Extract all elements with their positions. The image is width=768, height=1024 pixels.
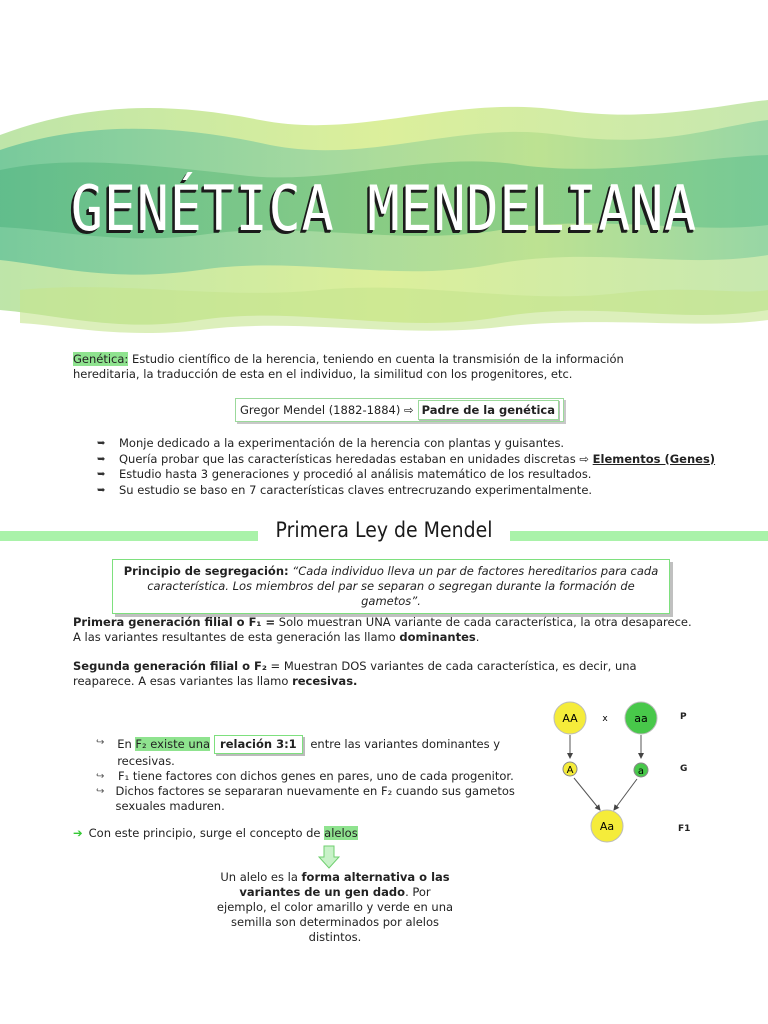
- principle-box: [112, 559, 670, 614]
- generation-g-label: G: [680, 764, 688, 774]
- f1-paragraph: Primera generación filial o F₁ = Solo muestran UNA variante de cada característica, la otra desaparece. A las variantes resultantes de esta generación las llamo dominantes.: [73, 615, 692, 644]
- segregation-list: [96, 735, 536, 814]
- arrow-g1-offspring: [574, 778, 600, 810]
- list-item: ➥ Estudio hasta 3 generaciones y procedió al análisis matemático de los resultados.: [97, 467, 592, 481]
- intro-paragraph: [73, 352, 693, 382]
- mendel-text: Gregor Mendel (1882-1884) ⇨: [240, 403, 414, 417]
- generation-f1-label: F1: [678, 824, 691, 834]
- punnett-diagram: [540, 700, 710, 850]
- ratio-box: relación 3:1: [214, 735, 303, 754]
- mendel-box: [235, 398, 564, 422]
- section-title: Primera Ley de Mendel: [275, 518, 493, 542]
- generation-p-label: P: [680, 712, 687, 722]
- list-item: ➥ Su estudio se baso en 7 características claves entrecruzando experimentalmente.: [97, 482, 593, 497]
- father-of-genetics-label: Padre de la genética: [418, 400, 559, 420]
- section-bar-left: [0, 531, 258, 541]
- list-item: ➥ Quería probar que las características heredadas estaban en unidades discretas ⇨ Elementos (Genes): [97, 451, 716, 466]
- parent1-label: AA: [562, 712, 578, 725]
- section-bar-right: [510, 531, 768, 541]
- allele-definition: Un alelo es la forma alternativa o las variantes de un gen dado. Por ejemplo, el color amarillo y verde en una semilla son determinados por alelos distintos.: [216, 870, 454, 944]
- gamete1-label: A: [566, 765, 574, 776]
- genetica-term: Genética:: [73, 352, 129, 366]
- hook-arrow-icon: ↪: [96, 737, 105, 748]
- arrow-bullet-icon: ➥: [97, 453, 106, 465]
- dominantes-term: dominantes: [399, 630, 476, 644]
- page-title: GENÉTICA MENDELIANA: [70, 172, 698, 245]
- gamete2-label: a: [637, 766, 645, 777]
- f2-paragraph: Segunda generación filial o F₂ = Muestran DOS variantes de cada característica, es decir, una reaparece. A esas variantes las llamo recesivas.: [73, 659, 637, 688]
- alelos-term: alelos: [324, 826, 358, 840]
- list-item: ↪ En F₂ existe una relación 3:1 entre las variantes dominantes y recesivas.: [96, 737, 501, 768]
- list-item: ➥ Monje dedicado a la experimentación de la herencia con plantas y guisantes.: [97, 436, 565, 450]
- down-arrow-icon: [318, 845, 340, 869]
- mendel-facts-list: [97, 436, 737, 498]
- principle-label: Principio de segregación:: [123, 564, 289, 578]
- cross-symbol: x: [602, 714, 608, 724]
- recesivas-term: recesivas.: [292, 674, 358, 688]
- hook-arrow-icon: ↪: [96, 786, 105, 797]
- arrow-bullet-icon: ➥: [97, 438, 106, 449]
- list-item: ↪ Dichos factores se separaran nuevamente en F₂ cuando sus gametos sexuales maduren.: [96, 784, 515, 813]
- hook-arrow-icon: ↪: [96, 771, 105, 782]
- parent2-label: aa: [634, 712, 648, 725]
- right-arrow-icon: ➔: [73, 826, 83, 840]
- principle-quote: “Cada individuo lleva un par de factores hereditarios para cada característica. Los miembros del par se separan o segregan durante la formación de gametos”.: [147, 564, 659, 608]
- offspring-label: Aa: [599, 820, 615, 833]
- arrow-bullet-icon: ➥: [97, 484, 106, 496]
- arrow-bullet-icon: ➥: [97, 469, 106, 480]
- alelos-line: ➔ Con este principio, surge el concepto de alelos: [73, 826, 358, 840]
- list-item: ↪ F₁ tiene factores con dichos genes en pares, uno de cada progenitor.: [96, 769, 514, 783]
- arrow-g2-offspring: [614, 779, 637, 810]
- intro-text: Estudio científico de la herencia, teniendo en cuenta la transmisión de la información hereditaria, la traducción de esta en el individuo, la similitud con los progenitores, etc.: [73, 352, 624, 381]
- genes-term: Elementos (Genes): [592, 451, 716, 466]
